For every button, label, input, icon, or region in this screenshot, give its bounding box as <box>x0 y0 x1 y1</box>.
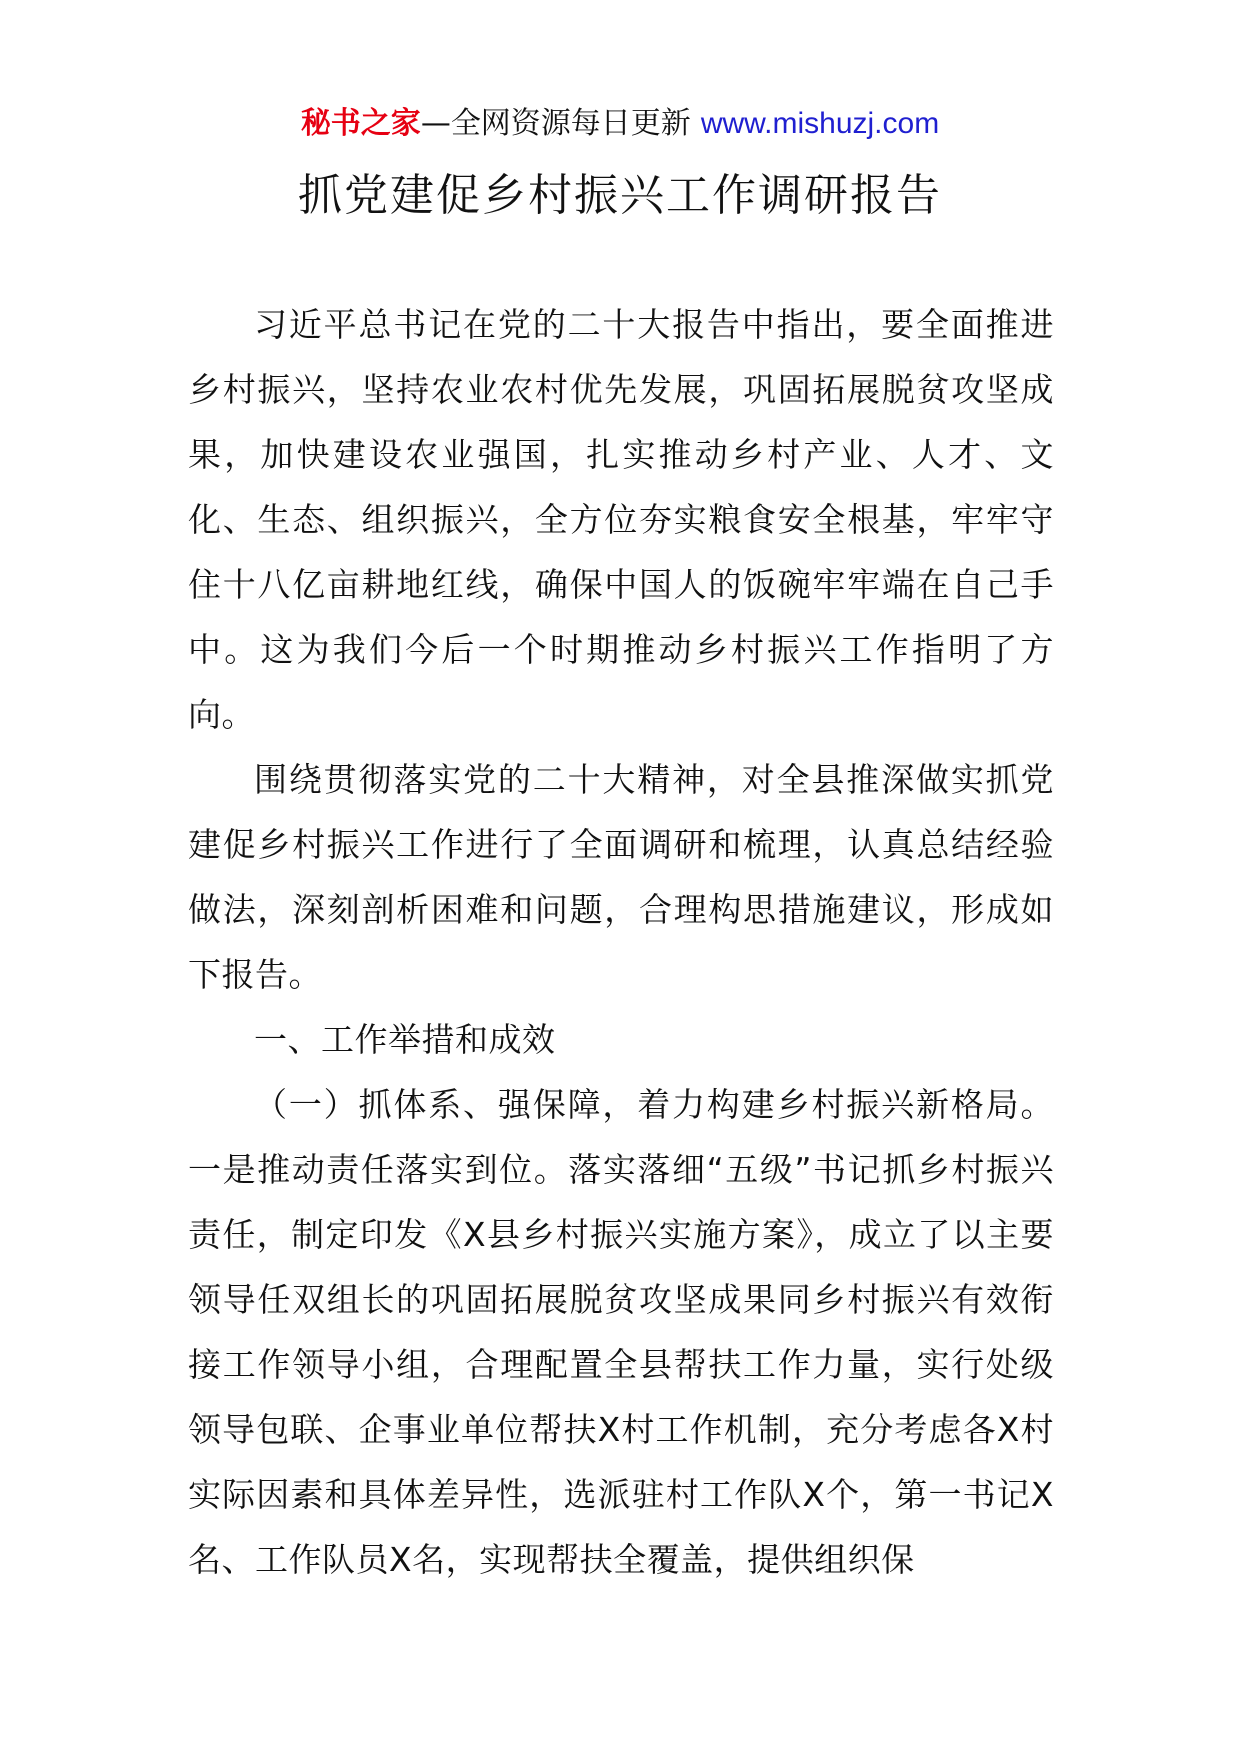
section-heading: 一、工作举措和成效 <box>254 1020 556 1059</box>
site-header <box>0 104 1240 144</box>
brand-tagline: —全网资源每日更新 <box>420 106 691 141</box>
brand-name: 秘书之家 <box>300 106 421 141</box>
paragraph-intro: 习近平总书记在党的二十大报告中指出，要全面推进乡村振兴，坚持农业农村优先发展，巩固拓展脱贫攻坚成果，加快建设农业强国，扎实推动乡村产业、人才、文化、生态、组织振兴，全方位夯实粮食安全根基，牢牢守住十八亿亩耕地红线，确保中国人的饭碗牢牢端在自己手中。这为我们今后一个时期推动乡村振兴工作指明了方向。 <box>188 305 1054 734</box>
document-title: 抓党建促乡村振兴工作调研报告 <box>298 170 942 221</box>
brand-url-link[interactable]: www.mishuzj.com <box>700 107 940 140</box>
subsection-paragraph: （一）抓体系、强保障，着力构建乡村振兴新格局。一是推动责任落实到位。落实落细“五级”书记抓乡村振兴责任，制定印发《X县乡村振兴实施方案》，成立了以主要领导任双组长的巩固拓展脱贫攻坚成果同乡村振兴有效衔接工作领导小组，合理配置全县帮扶工作力量，实行处级领导包联、企事业单位帮扶X村工作机制，充分考虑各X村实际因素和具体差异性，选派驻村工作队X个，第一书记X名、工作队员X名，实现帮扶全覆盖，提供组织保 <box>188 1085 1054 1579</box>
document-body <box>188 292 1054 1592</box>
paragraph-summary: 围绕贯彻落实党的二十大精神，对全县推深做实抓党建促乡村振兴工作进行了全面调研和梳理，认真总结经验做法，深刻剖析困难和问题，合理构思措施建议，形成如下报告。 <box>188 760 1054 994</box>
